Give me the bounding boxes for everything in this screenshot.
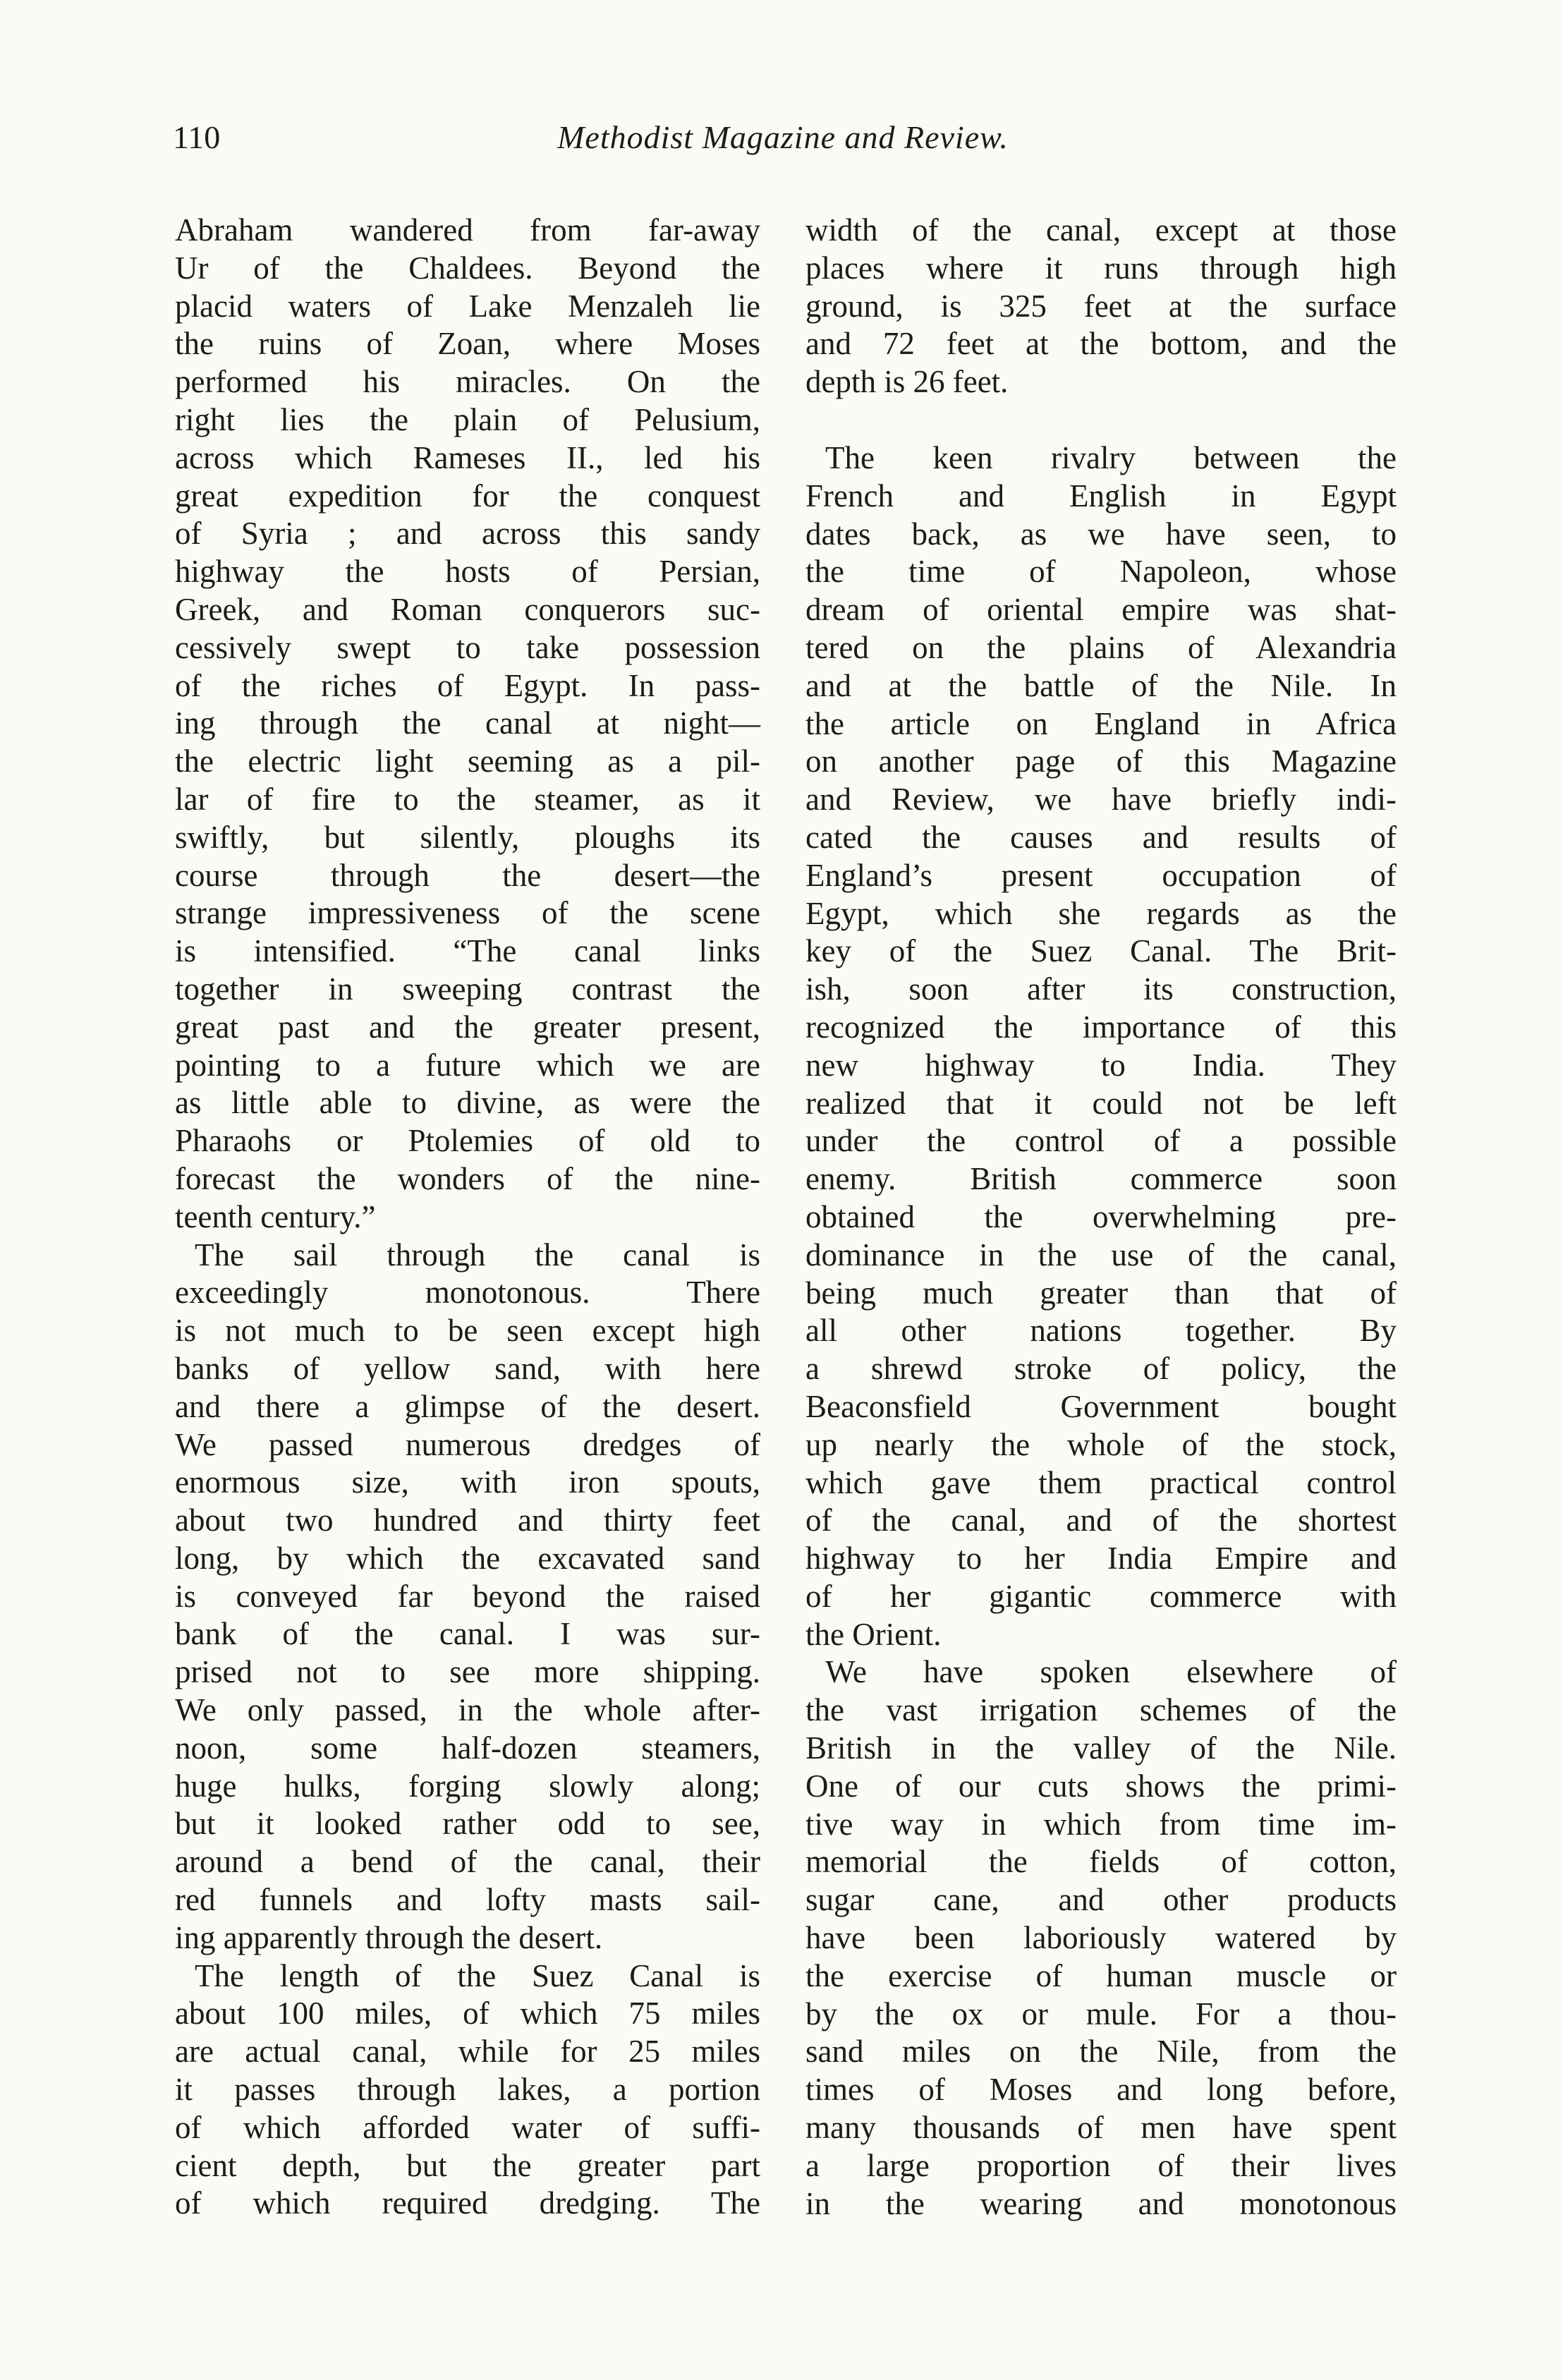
text-line: the ruins of Zoan, where Moses bbox=[175, 326, 760, 362]
text-line: prised not to see more shipping. bbox=[175, 1654, 760, 1690]
text-line: strange impressiveness of the scene bbox=[175, 895, 760, 931]
text-line: being much greater than that of bbox=[805, 1275, 1397, 1311]
text-line: up nearly the whole of the stock, bbox=[805, 1426, 1397, 1462]
text-line: on another page of this Magazine bbox=[805, 743, 1397, 779]
text-line: pointing to a future which we are bbox=[175, 1047, 760, 1083]
text-line: long, by which the excavated sand bbox=[175, 1540, 760, 1576]
text-line: have been laboriously watered by bbox=[805, 1920, 1397, 1956]
text-line: ish, soon after its construction, bbox=[805, 971, 1397, 1007]
text-line: cated the causes and results of bbox=[805, 819, 1397, 855]
text-line: French and English in Egypt bbox=[805, 478, 1397, 514]
text-line: Ur of the Chaldees. Beyond the bbox=[175, 250, 760, 286]
text-line: exceedingly monotonous. There bbox=[175, 1275, 760, 1311]
text-line: of the canal, and of the shortest bbox=[805, 1502, 1397, 1538]
text-line: British in the valley of the Nile. bbox=[805, 1730, 1397, 1766]
text-line: is not much to be seen except high bbox=[175, 1313, 760, 1349]
text-line: all other nations together. By bbox=[805, 1313, 1397, 1349]
text-line: of which afforded water of suffi- bbox=[175, 2109, 760, 2145]
text-line: performed his miracles. On the bbox=[175, 364, 760, 400]
text-line: The length of the Suez Canal is bbox=[195, 1957, 760, 1993]
text-line: as little able to divine, as were the bbox=[175, 1085, 760, 1121]
text-line: dream of oriental empire was shat- bbox=[805, 592, 1397, 628]
text-line: across which Rameses II., led his bbox=[175, 439, 760, 475]
text-line: ing apparently through the desert. bbox=[175, 1919, 603, 1955]
text-line: a large proportion of their lives bbox=[805, 2147, 1397, 2183]
text-line: right lies the plain of Pelusium, bbox=[175, 401, 760, 437]
text-line: We have spoken elsewhere of bbox=[825, 1654, 1397, 1690]
text-line: depth is 26 feet. bbox=[805, 364, 1009, 400]
page-number: 110 bbox=[173, 119, 221, 155]
text-line: cient depth, but the greater part bbox=[175, 2147, 760, 2183]
left-text-column bbox=[175, 212, 760, 2223]
text-line: dates back, as we have seen, to bbox=[805, 516, 1397, 552]
paragraph-gap bbox=[805, 401, 1397, 439]
text-line: many thousands of men have spent bbox=[805, 2110, 1397, 2146]
text-line: and there a glimpse of the desert. bbox=[175, 1388, 760, 1424]
text-line: the article on England in Africa bbox=[805, 705, 1397, 741]
text-line: the exercise of human muscle or bbox=[805, 1957, 1397, 1993]
text-line: of her gigantic commerce with bbox=[805, 1578, 1397, 1614]
text-line: key of the Suez Canal. The Brit- bbox=[805, 933, 1397, 969]
text-line: obtained the overwhelming pre- bbox=[805, 1198, 1397, 1234]
text-line: is conveyed far beyond the raised bbox=[175, 1578, 760, 1614]
text-line: noon, some half-dozen steamers, bbox=[175, 1730, 760, 1766]
text-line: by the ox or mule. For a thou- bbox=[805, 1996, 1397, 2032]
text-line: of which required dredging. The bbox=[175, 2185, 760, 2221]
text-line: memorial the fields of cotton, bbox=[805, 1844, 1397, 1880]
text-line: about two hundred and thirty feet bbox=[175, 1502, 760, 1538]
text-line: lar of fire to the steamer, as it bbox=[175, 781, 760, 817]
text-line: the Orient. bbox=[805, 1616, 942, 1652]
text-line: highway to her India Empire and bbox=[805, 1541, 1397, 1577]
text-line: tered on the plains of Alexandria bbox=[805, 629, 1397, 665]
text-line: times of Moses and long before, bbox=[805, 2072, 1397, 2108]
text-line: Greek, and Roman conquerors suc- bbox=[175, 591, 760, 627]
text-line: and at the battle of the Nile. In bbox=[805, 667, 1397, 703]
page-header bbox=[173, 116, 1393, 159]
text-line: it passes through lakes, a portion bbox=[175, 2072, 760, 2108]
text-line: together in sweeping contrast the bbox=[175, 971, 760, 1007]
text-line: great past and the greater present, bbox=[175, 1009, 760, 1045]
text-line: are actual canal, while for 25 miles bbox=[175, 2034, 760, 2070]
text-line: dominance in the use of the canal, bbox=[805, 1237, 1397, 1273]
text-line: realized that it could not be left bbox=[805, 1085, 1397, 1121]
text-line: and Review, we have briefly indi- bbox=[805, 782, 1397, 818]
text-line: Pharaohs or Ptolemies of old to bbox=[175, 1123, 760, 1159]
running-head: Methodist Magazine and Review. bbox=[557, 119, 1009, 155]
text-line: which gave them practical control bbox=[805, 1464, 1397, 1500]
text-line: and 72 feet at the bottom, and the bbox=[805, 326, 1397, 362]
text-line: ground, is 325 feet at the surface bbox=[805, 288, 1397, 324]
text-line: ing through the canal at night— bbox=[175, 705, 760, 741]
text-line: highway the hosts of Persian, bbox=[175, 554, 760, 590]
text-line: under the control of a possible bbox=[805, 1123, 1397, 1159]
text-line: enormous size, with iron spouts, bbox=[175, 1464, 760, 1500]
text-line: in the wearing and monotonous bbox=[805, 2185, 1397, 2221]
text-line: the electric light seeming as a pil- bbox=[175, 743, 760, 779]
text-line: The keen rivalry between the bbox=[825, 439, 1397, 475]
text-line: forecast the wonders of the nine- bbox=[175, 1160, 760, 1196]
text-line: tive way in which from time im- bbox=[805, 1806, 1397, 1842]
text-line: placid waters of Lake Menzaleh lie bbox=[175, 288, 760, 324]
text-line: a shrewd stroke of policy, the bbox=[805, 1351, 1397, 1387]
text-line: sand miles on the Nile, from the bbox=[805, 2034, 1397, 2070]
text-line: great expedition for the conquest bbox=[175, 478, 760, 514]
text-line: huge hulks, forging slowly along; bbox=[175, 1768, 760, 1804]
text-line: teenth century.” bbox=[175, 1198, 376, 1234]
text-line: enemy. British commerce soon bbox=[805, 1161, 1397, 1197]
text-line: bank of the canal. I was sur- bbox=[175, 1616, 760, 1652]
text-line: England’s present occupation of bbox=[805, 857, 1397, 893]
text-line: of the riches of Egypt. In pass- bbox=[175, 667, 760, 703]
text-line: of Syria ; and across this sandy bbox=[175, 516, 760, 552]
text-line: places where it runs through high bbox=[805, 250, 1397, 286]
text-line: red funnels and lofty masts sail- bbox=[175, 1882, 760, 1918]
text-line: Abraham wandered from far-away bbox=[175, 212, 760, 248]
text-line: Beaconsfield Government bought bbox=[805, 1388, 1397, 1424]
text-line: sugar cane, and other products bbox=[805, 1882, 1397, 1918]
text-line: The sail through the canal is bbox=[195, 1237, 760, 1273]
text-line: Egypt, which she regards as the bbox=[805, 895, 1397, 931]
text-line: is intensified. “The canal links bbox=[175, 933, 760, 969]
text-line: One of our cuts shows the primi- bbox=[805, 1768, 1397, 1804]
text-line: but it looked rather odd to see, bbox=[175, 1806, 760, 1842]
text-line: the vast irrigation schemes of the bbox=[805, 1692, 1397, 1728]
text-line: about 100 miles, of which 75 miles bbox=[175, 1996, 760, 2032]
text-line: banks of yellow sand, with here bbox=[175, 1350, 760, 1386]
text-line: new highway to India. They bbox=[805, 1047, 1397, 1083]
text-line: width of the canal, except at those bbox=[805, 212, 1397, 248]
text-line: We only passed, in the whole after- bbox=[175, 1692, 760, 1728]
text-line: swiftly, but silently, ploughs its bbox=[175, 819, 760, 855]
text-line: recognized the importance of this bbox=[805, 1009, 1397, 1045]
text-line: around a bend of the canal, their bbox=[175, 1844, 760, 1880]
text-line: the time of Napoleon, whose bbox=[805, 554, 1397, 590]
text-line: course through the desert—the bbox=[175, 857, 760, 893]
text-line: We passed numerous dredges of bbox=[175, 1426, 760, 1462]
right-text-column bbox=[805, 212, 1397, 2223]
text-line: cessively swept to take possession bbox=[175, 629, 760, 665]
